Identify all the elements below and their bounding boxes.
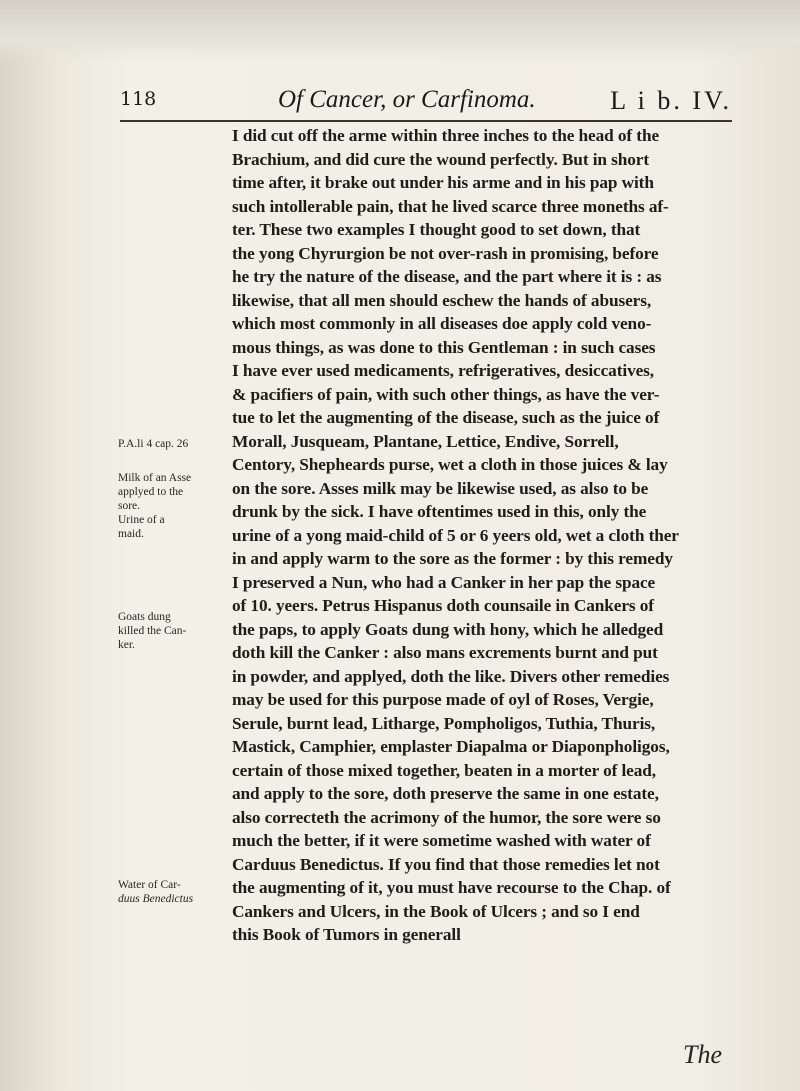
text-line: Carduus Benedictus. If you find that those remedies let not [232,854,660,874]
text-line: urine of a yong maid-child of 5 or 6 yeers old, wet a cloth ther [232,525,679,545]
text-line: in powder, and applyed, doth the like. Divers other remedies [232,666,670,686]
margin-note-line: killed the Can- [118,625,187,637]
text-line: Morall, Jusqueam, Plantane, Lettice, Endive, Sorrell, [232,431,619,451]
text-line: likewise, that all men should eschew the hands of abusers, [232,290,652,310]
main-text [232,124,730,947]
text-line: much the better, if it were sometime washed with water of [232,831,651,850]
text-line: of 10. yeers. Petrus Hispanus doth counsaile in Cankers of [232,596,654,615]
text-line: doth kill the Canker : also mans excrements burnt and put [232,643,658,662]
text-line: I have ever used medicaments, refrigeratives, desiccatives, [232,361,655,380]
page-header [120,86,732,122]
running-title: Of Cancer, or Carfinoma. [278,86,536,113]
text-line: drunk by the sick. I have oftentimes used in this, only the [232,502,647,521]
margin-note-line: Urine of a [118,514,165,526]
book-label: L i b. IV. [610,86,732,115]
text-line: & pacifiers of pain, with such other things, as have the ver- [232,384,660,404]
text-line: Brachium, and did cure the wound perfectly. But in short [232,149,650,169]
text-line: mous things, as was done to this Gentleman : in such cases [232,337,656,357]
text-line: which most commonly in all diseases doe apply cold veno- [232,314,652,333]
text-line: Centory, Shepheards purse, wet a cloth in those juices & lay [232,455,668,474]
page-number: 118 [120,88,157,110]
text-line: time after, it brake out under his arme and in his pap with [232,173,654,192]
margin-note-line: Goats dung [118,611,171,623]
text-line: on the sore. Asses milk may be likewise used, as also to be [232,478,649,498]
text-line: I preserved a Nun, who had a Canker in her pap the space [232,572,656,592]
margin-note-asses-milk [118,471,228,541]
text-line: the yong Chyrurgion be not over-rash in promising, before [232,243,659,263]
margin-note-line: P.A.li 4 cap. 26 [118,438,189,450]
margin-note-reference [118,437,228,451]
margin-note-line: applyed to the [118,486,184,498]
margin-note-goats-dung [118,610,228,652]
margin-note-carduus [118,878,228,906]
text-line: he try the nature of the disease, and the part where it is : as [232,267,662,286]
text-line: the paps, to apply Goats dung with hony, which he alledged [232,619,664,639]
text-line: ter. These two examples I thought good to set down, that [232,220,641,239]
margin-note-line: Water of Car- [118,879,181,891]
margin-note-line: maid. [118,528,144,540]
text-line: such intollerable pain, that he lived scarce three moneths af- [232,196,669,216]
text-line: this Book of Tumors in generall [232,925,461,944]
margin-note-line: sore. [118,500,141,512]
text-line: Cankers and Ulcers, in the Book of Ulcers ; and so I end [232,901,640,921]
margin-note-line: ker. [118,639,135,651]
page-top-shadow [0,0,800,62]
text-line: and apply to the sore, doth preserve the same in one estate, [232,784,659,803]
text-line: tue to let the augmenting of the disease, such as the juice of [232,408,660,427]
text-line: I did cut off the arme within three inches to the head of the [232,126,660,145]
text-line: Mastick, Camphier, emplaster Diapalma or Diaponpholigos, [232,737,670,756]
margin-note-line: Milk of an Asse [118,472,192,484]
catchword: The [683,1040,722,1069]
margin-note-line: duus Benedictus [118,893,194,905]
text-line: Serule, burnt lead, Litharge, Pompholigos, Tuthia, Thuris, [232,713,656,733]
text-line: in and apply warm to the sore as the former : by this remedy [232,549,673,568]
text-line: certain of those mixed together, beaten in a morter of lead, [232,760,657,780]
text-line: also correcteth the acrimony of the humor, the sore were so [232,807,661,827]
text-line: may be used for this purpose made of oyl of Roses, Vergie, [232,690,654,709]
text-line: the augmenting of it, you must have recourse to the Chap. of [232,878,671,897]
